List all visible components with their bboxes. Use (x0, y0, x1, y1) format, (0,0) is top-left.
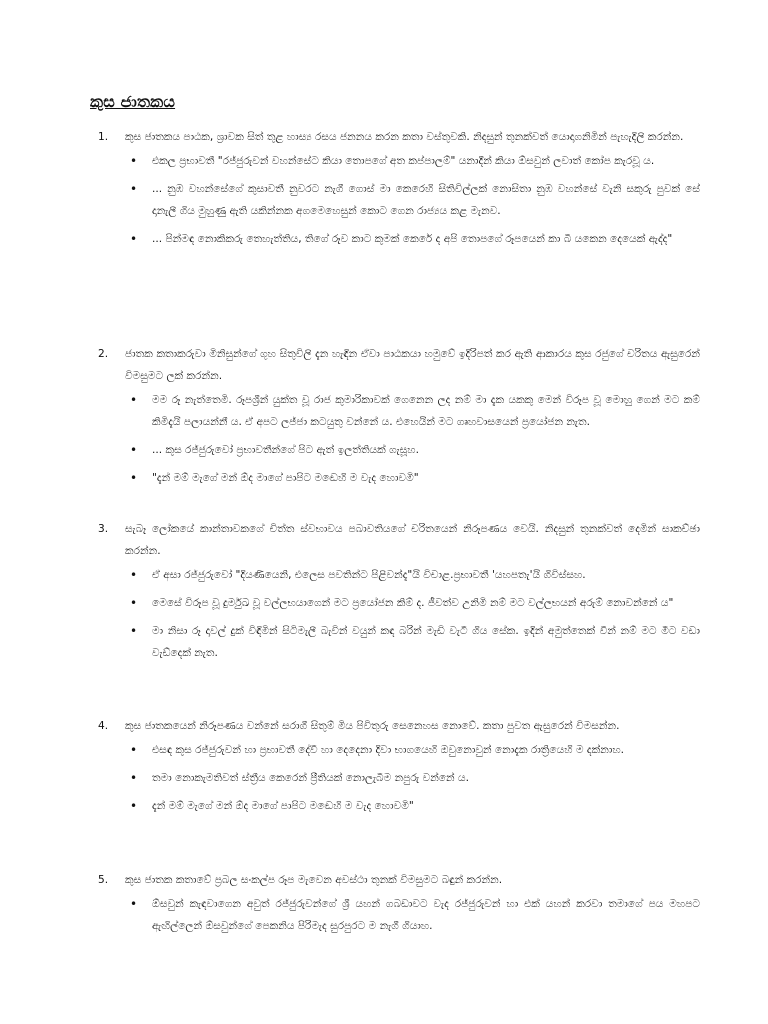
bullet-icon: • (130, 154, 138, 168)
example-list (90, 739, 700, 817)
question-text (90, 126, 700, 148)
question-body: සැබෑ ලෝකයේ කාන්තාවකගේ චිත්ත ස්වභාවය පබාවතියගේ චරිතයෙන් නිරූපණය වෙයි. නිදසුන් තුනක්වත් දෙමින් සාකච්ඡා කරන්න. (125, 523, 700, 557)
question-number: 5. (98, 874, 109, 886)
list-item (90, 739, 700, 761)
bullet-icon: • (130, 568, 138, 582)
list-item (90, 592, 700, 614)
list-item-text: මෙසේ විරූප වූ දුර්මුඛ වූ වල්ලභයාගෙන් මට ප්‍රයෝජන කිම් ද. ජීවත්ව උනිමි නම් මට වල්ලභයන් අරුම් නොවන්නේ ය" (152, 597, 674, 609)
example-list (90, 389, 700, 489)
bullet-icon: • (130, 897, 138, 911)
list-item (90, 178, 700, 222)
bullet-icon: • (130, 771, 138, 785)
question-body: කුස ජාතකයෙන් නිරූපණය වන්නේ සරාගී සිතුම් මිය පිවිතුරු සෙනෙහස නොවේ. කතා පුවත ඇසුරෙන් විමසන්න. (125, 720, 620, 732)
question-1 (90, 126, 700, 256)
list-item (90, 228, 700, 250)
question-body: ජාතක කතාකරුවා මිනිසුන්ගේ ගුහ සිතුවිලි දැන හැඳින ඒවා පාඨකයා හමුවේ ඉදිරිපත් කර ඇති ආකාරය කුස රජුගේ චරිතය ඇසුරෙන් විමසුමට ලක් කරන්න. (125, 348, 700, 382)
question-number: 1. (98, 131, 109, 143)
question-number: 3. (98, 523, 109, 535)
bullet-icon: • (130, 232, 138, 246)
question-text (90, 715, 700, 737)
question-4 (90, 715, 700, 823)
question-2 (90, 343, 700, 495)
list-item-text: එකල ප්‍රභාවතී "රජ්ජුරුවන් වහන්සේට කියා තොපගේ අත කප්පාලම්" යනාදීන් කියා ඕසවුන් ලවාත් කෝප කැරවූ ය. (152, 155, 655, 167)
list-item-text: දැන් මම් මැගේ මන් ඕද මාගේ පාපිට මඬෙහි ම වැද හොවමි" (152, 800, 414, 812)
list-item (90, 389, 700, 433)
list-item (90, 795, 700, 817)
question-text (90, 343, 700, 387)
question-body: කුස ජාතක කතාවේ ප්‍රබල සංකල්ප රූප මැවෙන අවස්ථා තුනක් විමසුමට බඳුන් කරන්න. (125, 874, 503, 886)
question-body: කුස ජාතකය පාඨක, ශ්‍රාවක සිත් තුළ හාස්‍ය රසය ජනනය කරන කතා වස්තුවකි. නිදසුන් තුනක්වත් යොදාගනිමින් පැහැදිලි කරන්න. (125, 131, 684, 143)
list-item (90, 767, 700, 789)
list-item (90, 620, 700, 664)
bullet-icon: • (130, 443, 138, 457)
list-item-text: එසඳ කුස රජ්ජුරුවන් හා ප්‍රභාවතී දේවී හා දෙදෙනා දිවා භාගයෙහි ඔවුනොවුන් නොදැක රාත්‍රියෙහි ම දක්නාහ. (152, 744, 625, 756)
bullet-icon: • (130, 624, 138, 638)
example-list (90, 564, 700, 664)
bullet-icon: • (130, 471, 138, 485)
list-item-text: මා නිසා රූ දාවල් දුක් විඳිමින් සිටිමැලී බැවින් වයුන් කඳ බරින් මැඩි වැටී ගිය සේක. ඉදින් අමුත්තෙක් වීන් නම් මට මීට වඩා වැඩ්දෙක් නැත. (152, 625, 700, 659)
question-text (90, 869, 700, 891)
question-number: 2. (98, 348, 109, 360)
list-item (90, 150, 700, 172)
list-item-text: ඒ අසා රජ්ජුරුවෝ "දියණියෙනි, එලෙස පවතින්ට පිළිවන්දැ"යි විචාළ.ප්‍රභාවතී 'යහපතැ'යි ගිවිස්සහ. (152, 569, 586, 581)
bullet-icon: • (130, 799, 138, 813)
question-3 (90, 518, 700, 670)
list-item-text: ඕසවුන් කැඳවාගෙන අවුත් රජ්ජුරුවන්ගේ ශ්‍රී යහන් ගබඩාවට වැද රජ්ජුරුවන් හා එක් යහන් කරවා තමාගේ පය මහපට ඇඟිල්ලෙන් ඕසවුන්ගේ පෙකනිය පිරිමැද සුරපුරට ම නැගී ගියාහ. (152, 898, 700, 932)
list-item (90, 893, 700, 937)
bullet-icon: • (130, 182, 138, 196)
bullet-icon: • (130, 743, 138, 757)
page-title: කුස ජාතකය (90, 92, 176, 111)
bullet-icon: • (130, 393, 138, 407)
example-list (90, 893, 700, 937)
question-text (90, 518, 700, 562)
list-item (90, 439, 700, 461)
list-item (90, 467, 700, 489)
list-item-text: ... පින්මඳ නොකිකරු තෙහැත්තිය, තිගේ රූව කාට කුමක් කෙරේ ද අපි තොපගේ රූපයෙන් කා බී යකෙන දෙයෙක් ඇද්ද" (152, 233, 673, 245)
list-item-text: තමා නොකැමතිවත් ස්ත්‍රීය කෙරෙන් ප්‍රීතියක් නොලැබීම නපුරු වන්නේ ය. (152, 772, 469, 784)
example-list (90, 150, 700, 250)
question-number: 4. (98, 720, 109, 732)
list-item (90, 564, 700, 586)
list-item-text: "දැන් මම් මැගේ මන් ඕද මාගේ පාපිට මඬෙහි ම වැද හොවමි" (152, 472, 419, 484)
list-item-text: මම රූ නැත්තෙමි. රූපශ්‍රීන් යුක්ත වූ රාජ කුමාරිකාවක් ගෙනෙන ලද නම් මා දැක යකකු මෙන් විරූප වූ මොහු ගෙන් මට කම් කිමිදැයි පලායන්නී ය. ඒ අපට ලජ්ජා කටයුතු වන්නේ ය. එහෙයින් මට ගෘහවාසයෙන් ප්‍රයෝජන නැත. (152, 394, 700, 428)
question-5 (90, 869, 700, 943)
list-item-text: ... කුස රජ්ජුරුවෝ ප්‍රභාවතීන්ගේ පිට ඇත් ඉලත්තියක් ගැසූහ. (152, 444, 419, 456)
list-item-text: ... නුඹ වහන්සේගේ කුසාවතී නුවරට නැගී ගොස් මා කෙරෙහි සිතිවිල්ලක් නොසිතා නුඹ වහන්සේ වැනි සකුරු පුවක් සේ දානැලී ගිය මුහුණු ඇති යකින්නක අගමෙහෙසුන් කොට ගෙන රාජ්‍යය කළ මැනව. (152, 183, 700, 217)
bullet-icon: • (130, 596, 138, 610)
